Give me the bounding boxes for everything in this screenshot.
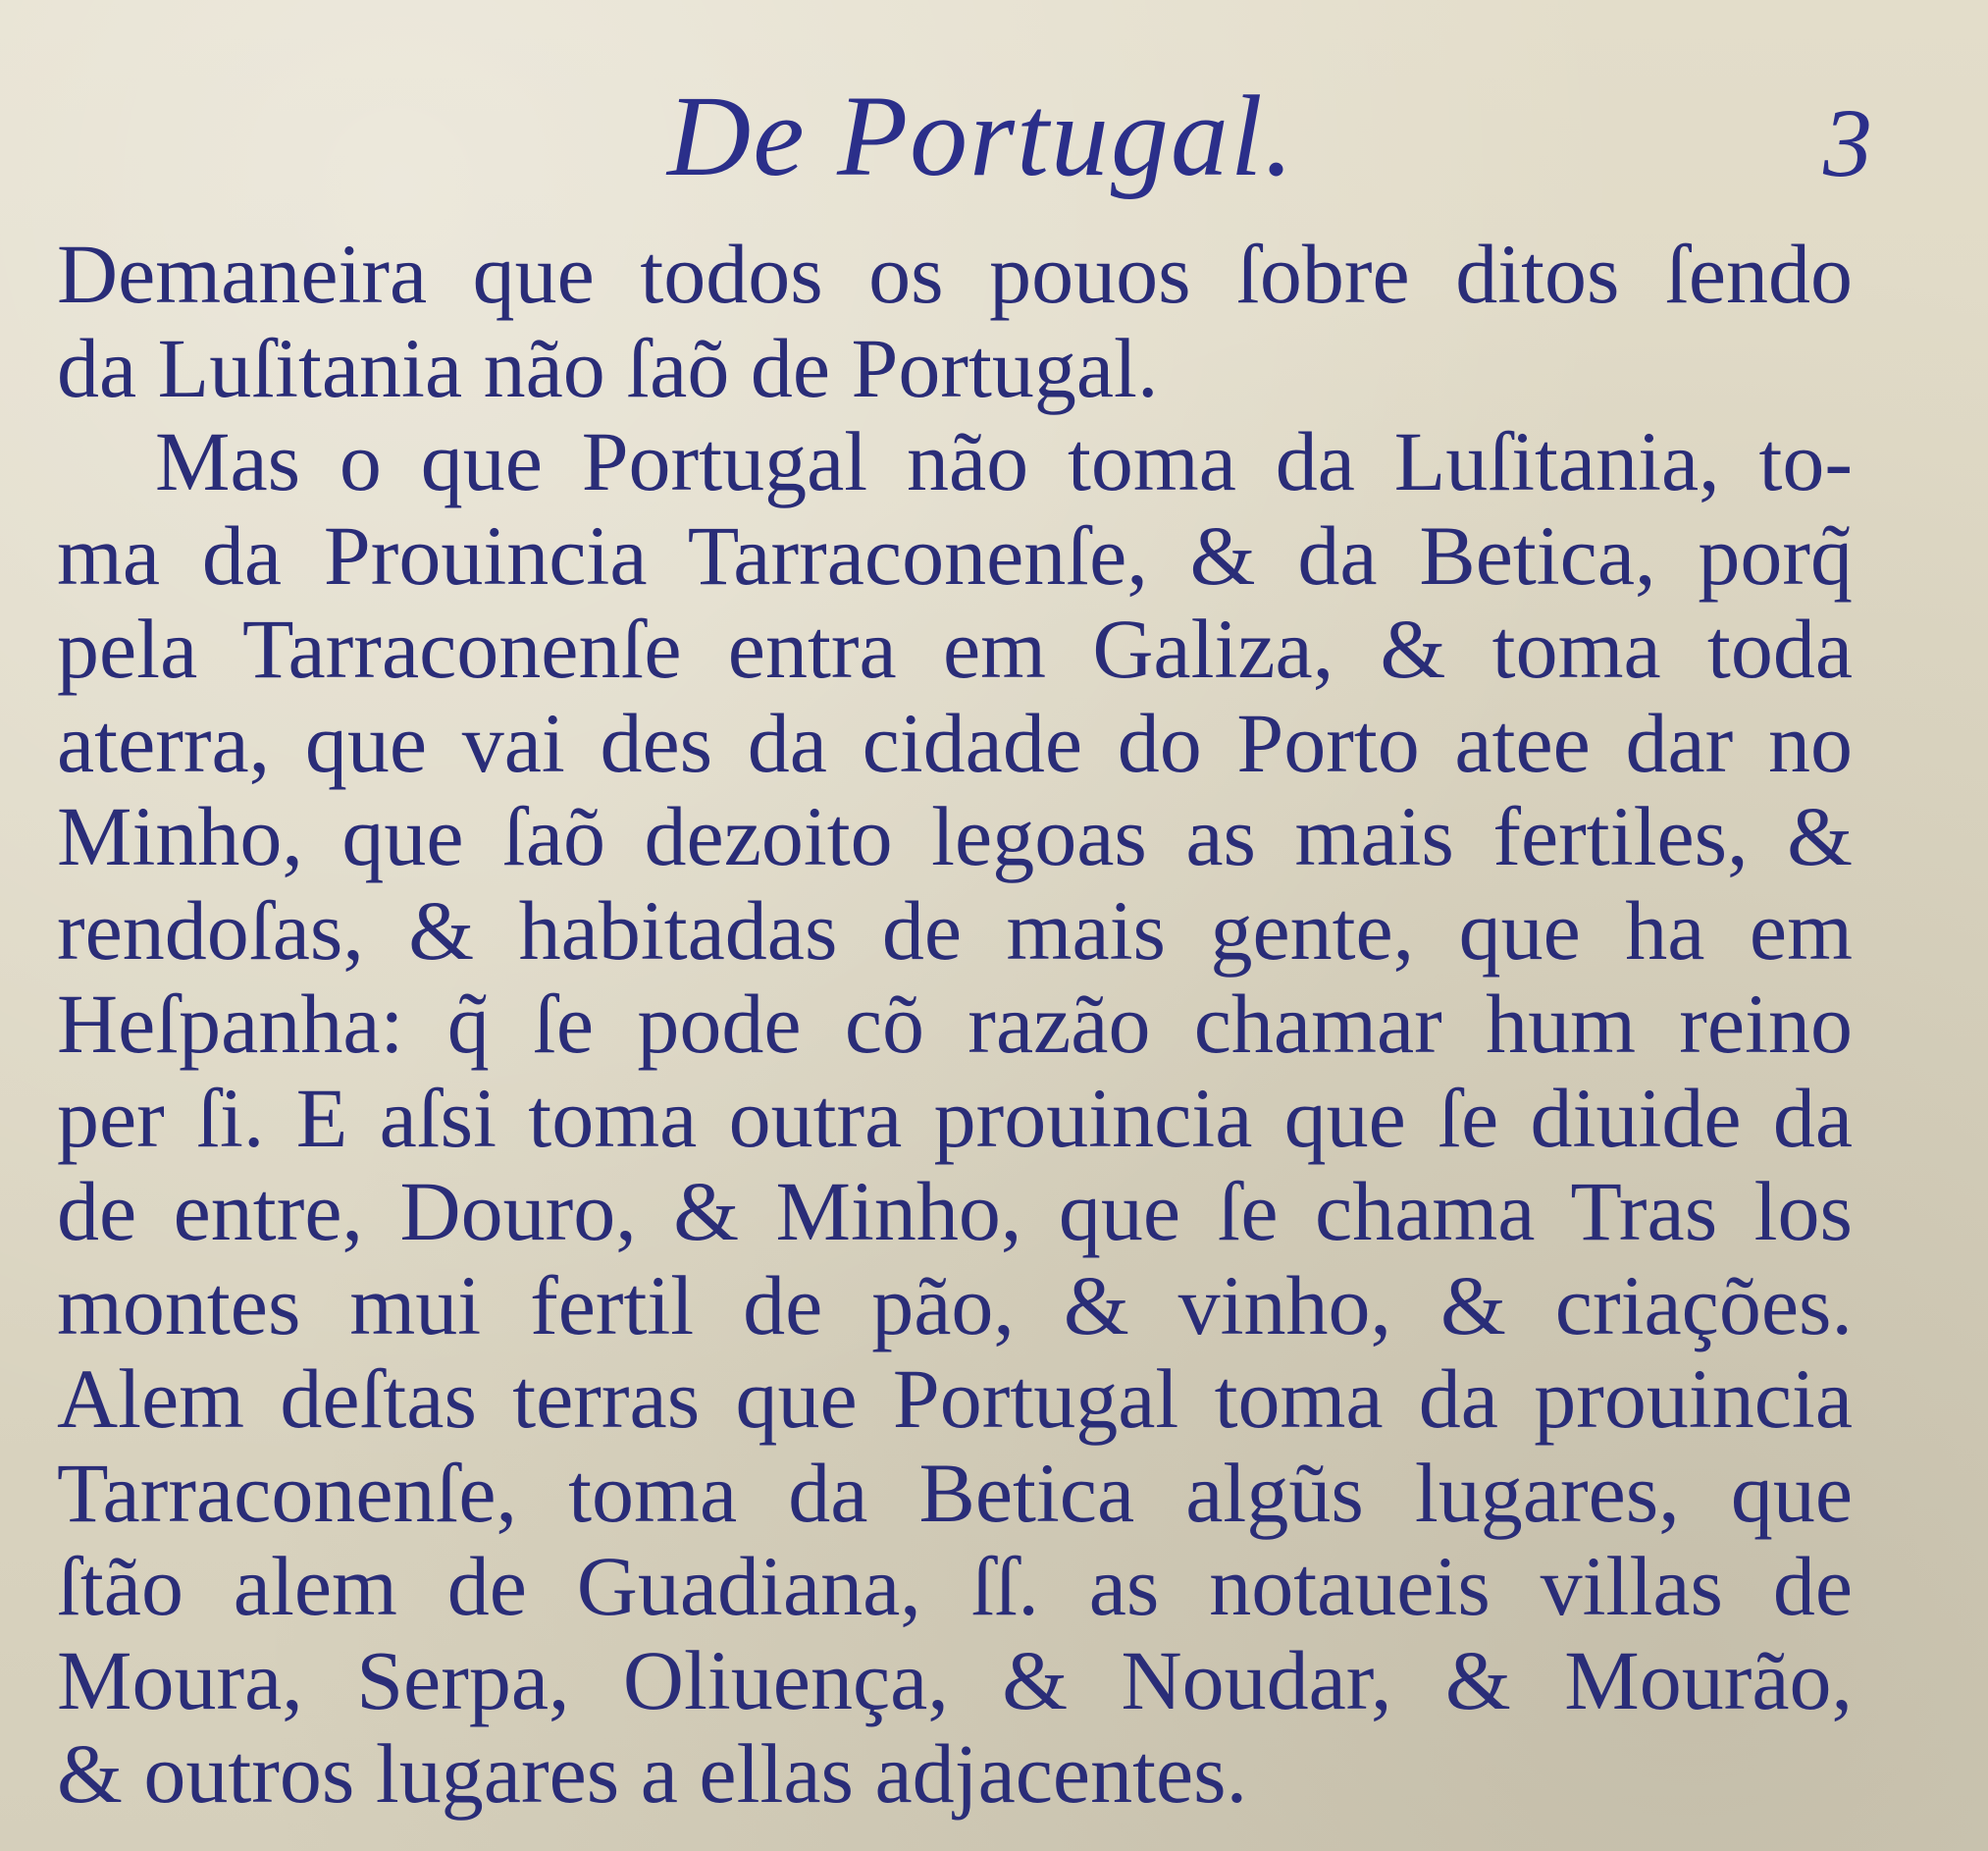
text-line: ſtão alem de Guadiana, ſſ. as notaueis villas de <box>57 1540 1853 1633</box>
page-number: 3 <box>1823 88 1872 197</box>
text-line: per ſi. E aſsi toma outra prouincia que ſe diuide da <box>57 1071 1853 1165</box>
text-line: Moura, Serpa, Oliuença, & Noudar, & Mourão, <box>57 1633 1853 1727</box>
text-line: pela Tarraconenſe entra em Galiza, & toma toda <box>57 603 1853 696</box>
text-line: Heſpanha: q̃ ſe pode cõ razão chamar hum reino <box>57 978 1853 1071</box>
text-line: ma da Prouincia Tarraconenſe, & da Betica, porq̃ <box>57 508 1853 603</box>
page-header <box>0 39 1988 200</box>
text-line: de entre, Douro, & Minho, que ſe chama Tras los <box>57 1165 1853 1258</box>
text-line: da Luſitania não ſaõ de Portugal. <box>57 321 1159 415</box>
text-line: montes mui fertil de pão, & vinho, & criações. <box>57 1258 1853 1352</box>
running-title: De Portugal. <box>667 72 1296 200</box>
text-line: aterra, que vai des da cidade do Porto atee dar no <box>57 696 1853 790</box>
text-line: Mas o que Portugal não toma da Luſitania, to- <box>155 415 1853 508</box>
body-text <box>57 228 1853 1822</box>
text-line: Demaneira que todos os pouos ſobre ditos ſendo <box>57 228 1853 321</box>
text-line: & outros lugares a ellas adjacentes. <box>57 1727 1248 1821</box>
text-line: Tarraconenſe, toma da Betica algũs lugares, que <box>57 1446 1853 1540</box>
text-line: Alem deſtas terras que Portugal toma da prouincia <box>57 1352 1853 1446</box>
text-line: Minho, que ſaõ dezoito legoas as mais fertiles, & <box>57 790 1853 883</box>
text-line: rendoſas, & habitadas de mais gente, que ha em <box>57 883 1853 978</box>
